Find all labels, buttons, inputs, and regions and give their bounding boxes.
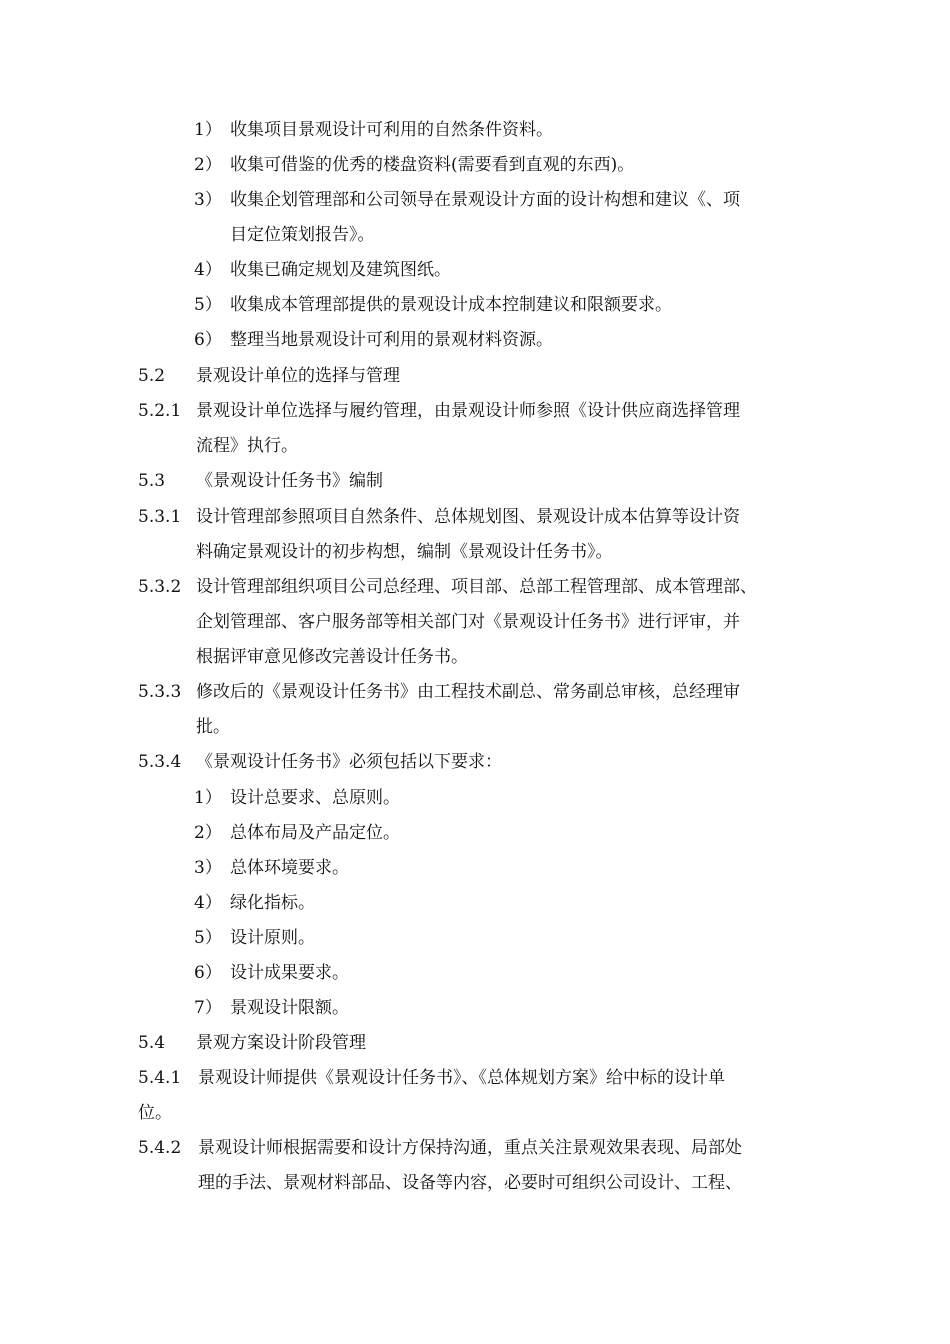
paragraph-text: 批。 (196, 717, 230, 737)
paragraph-text: 流程》执行。 (196, 436, 298, 456)
list-text: 收集可借鉴的优秀的楼盘资料(需要看到直观的东西)。 (230, 155, 635, 175)
paragraph-number: 5.3.2 (138, 577, 182, 597)
list-text: 绿化指标。 (230, 893, 315, 913)
paragraph-text: 景观设计师根据需要和设计方保持沟通，重点关注景观效果表现、局部处 (198, 1138, 742, 1158)
list-number: 3） (194, 858, 222, 878)
paragraph-text: 企划管理部、客户服务部等相关部门对《景观设计任务书》进行评审，并 (196, 612, 740, 632)
list-text: 设计成果要求。 (230, 963, 349, 983)
section-title: 景观设计单位的选择与管理 (196, 366, 400, 386)
paragraph-text: 理的手法、景观材料部品、设备等内容，必要时可组织公司设计、工程、 (198, 1173, 742, 1193)
list-number: 6） (194, 963, 222, 983)
list-text: 收集已确定规划及建筑图纸。 (230, 260, 451, 280)
list-text: 整理当地景观设计可利用的景观材料资源。 (230, 330, 553, 350)
list-number: 1） (194, 120, 222, 140)
list-number: 5） (194, 295, 222, 315)
list-text: 总体布局及产品定位。 (230, 823, 400, 843)
paragraph-number: 5.4.2 (138, 1138, 182, 1158)
paragraph-text: 景观设计单位选择与履约管理，由景观设计师参照《设计供应商选择管理 (196, 401, 740, 421)
section-title: 景观方案设计阶段管理 (196, 1033, 366, 1053)
paragraph-text: 位。 (138, 1103, 172, 1123)
section-number: 5.4 (138, 1033, 166, 1053)
list-text: 收集项目景观设计可利用的自然条件资料。 (230, 120, 553, 140)
paragraph-text: 料确定景观设计的初步构想，编制《景观设计任务书》。 (196, 542, 613, 562)
list-number: 3） (194, 190, 222, 210)
list-number: 6） (194, 330, 222, 350)
list-number: 2） (194, 155, 222, 175)
list-text: 收集企划管理部和公司领导在景观设计方面的设计构想和建议《、项 (230, 190, 740, 210)
paragraph-text: 设计管理部组织项目公司总经理、项目部、总部工程管理部、成本管理部、 (196, 577, 757, 597)
list-number: 7） (194, 998, 222, 1018)
list-text: 景观设计限额。 (230, 998, 349, 1018)
paragraph-number: 5.2.1 (138, 401, 182, 421)
paragraph-number: 5.3.1 (138, 507, 182, 527)
list-text: 设计原则。 (230, 928, 315, 948)
paragraph-number: 5.3.4 (138, 752, 182, 772)
list-number: 1） (194, 788, 222, 808)
paragraph-text: 景观设计师提供《景观设计任务书》、《总体规划方案》给中标的设计单 (198, 1068, 725, 1088)
paragraph-number: 5.3.3 (138, 682, 182, 702)
paragraph-text: 根据评审意见修改完善设计任务书。 (196, 647, 468, 667)
paragraph-text: 修改后的《景观设计任务书》由工程技术副总、常务副总审核，总经理审 (196, 682, 740, 702)
list-text: 总体环境要求。 (230, 858, 349, 878)
section-title: 《景观设计任务书》编制 (196, 471, 383, 491)
section-number: 5.3 (138, 471, 166, 491)
list-number: 4） (194, 260, 222, 280)
paragraph-text: 设计管理部参照项目自然条件、总体规划图、景观设计成本估算等设计资 (196, 507, 740, 527)
list-number: 2） (194, 823, 222, 843)
paragraph-text: 《景观设计任务书》必须包括以下要求： (196, 752, 502, 772)
list-text: 设计总要求、总原则。 (230, 788, 400, 808)
list-number: 4） (194, 893, 222, 913)
section-number: 5.2 (138, 366, 166, 386)
paragraph-number: 5.4.1 (138, 1068, 182, 1088)
list-number: 5） (194, 928, 222, 948)
list-text: 目定位策划报告》。 (230, 225, 375, 245)
list-text: 收集成本管理部提供的景观设计成本控制建议和限额要求。 (230, 295, 672, 315)
